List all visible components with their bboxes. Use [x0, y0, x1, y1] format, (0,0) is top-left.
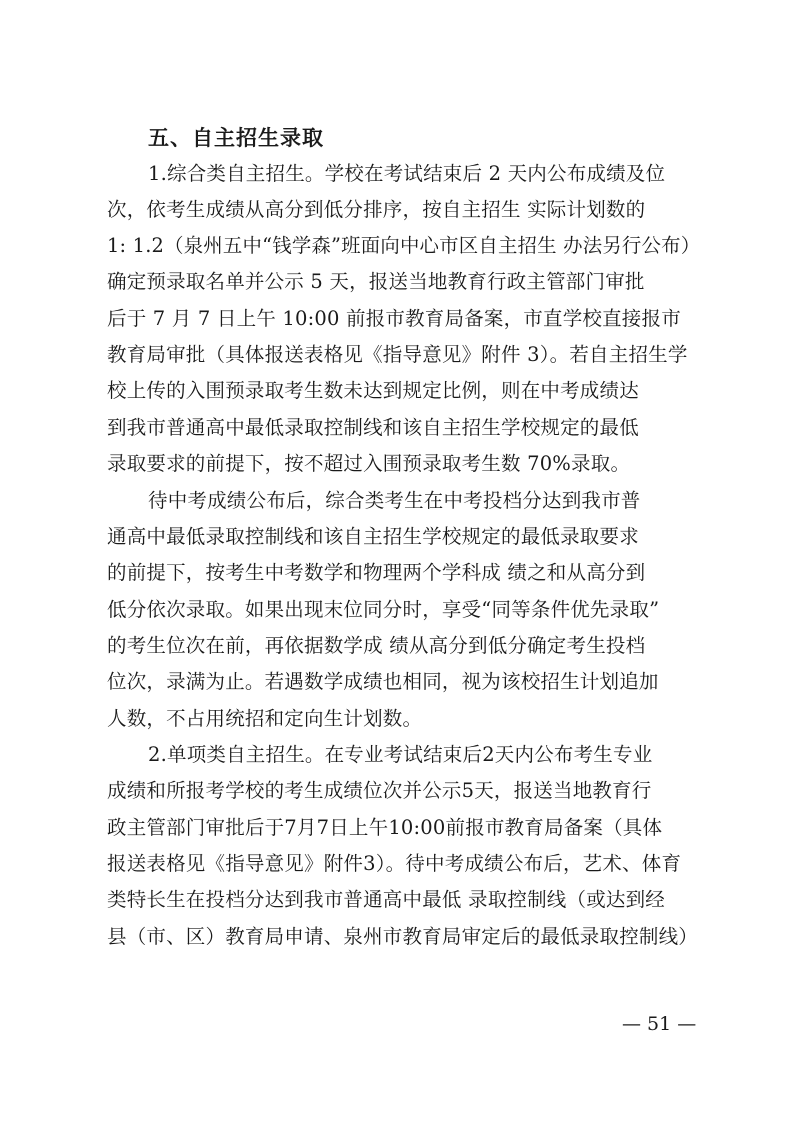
paragraph-line: 的前提下，按考生中考数学和物理两个学科成 绩之和从高分到 [107, 561, 646, 584]
paragraph-line: 待中考成绩公布后，综合类考生在中考投档分达到我市普 [148, 489, 641, 512]
paragraph-line: 次，依考生成绩从高分到低分排序，按自主招生 实际计划数的 [107, 198, 646, 221]
paragraph-line: 的考生位次在前，再依据数学成 绩从高分到低分确定考生投档 [107, 634, 646, 657]
section-heading: 五、自主招生录取 [148, 126, 324, 150]
paragraph-line: 低分依次录取。如果出现末位同分时，享受“同等条件优先录取” [107, 598, 660, 621]
paragraph-line: 人数，不占用统招和定向生计划数。 [107, 707, 423, 730]
paragraph-line: 通高中最低录取控制线和该自主招生学校规定的最低录取要求 [107, 525, 639, 548]
paragraph-line: 类特长生在投档分达到我市普通高中最低 录取控制线（或达到经 [107, 888, 665, 911]
page-number: — 51 — [622, 1013, 697, 1035]
paragraph-line: 校上传的入围预录取考生数未达到规定比例，则在中考成绩达 [107, 379, 639, 402]
paragraph-line: 报送表格见《指导意见》附件3）。待中考成绩公布后，艺术、体育 [107, 852, 682, 875]
paragraph-line: 政主管部门审批后于7月7日上午10:00前报市教育局备案（具体 [107, 816, 663, 839]
paragraph-line: 到我市普通高中最低录取控制线和该自主招生学校规定的最低 [107, 416, 639, 439]
paragraph-line: 成绩和所报考学校的考生成绩位次并公示5天，报送当地教育行 [107, 779, 652, 802]
paragraph-line: 录取要求的前提下，按不超过入围预录取考生数 70%录取。 [107, 452, 631, 475]
paragraph-line: 2.单项类自主招生。在专业考试结束后2天内公布考生专业 [148, 743, 653, 766]
paragraph-line: 位次，录满为止。若遇数学成绩也相同，视为该校招生计划追加 [107, 670, 659, 693]
paragraph-line: 县（市、区）教育局申请、泉州市教育局审定后的最低录取控制线） [107, 925, 699, 948]
paragraph-line: 1: 1.2（泉州五中“钱学森”班面向中心市区自主招生 办法另行公布） [107, 234, 701, 257]
paragraph-line: 1.综合类自主招生。学校在考试结束后 2 天内公布成绩及位 [148, 162, 666, 185]
paragraph-line: 教育局审批（具体报送表格见《指导意见》附件 3）。若自主招生学 [107, 343, 688, 366]
paragraph-line: 后于 7 月 7 日上午 10:00 前报市教育局备案，市直学校直接报市 [107, 307, 681, 330]
paragraph-line: 确定预录取名单并公示 5 天，报送当地教育行政主管部门审批 [107, 270, 645, 293]
